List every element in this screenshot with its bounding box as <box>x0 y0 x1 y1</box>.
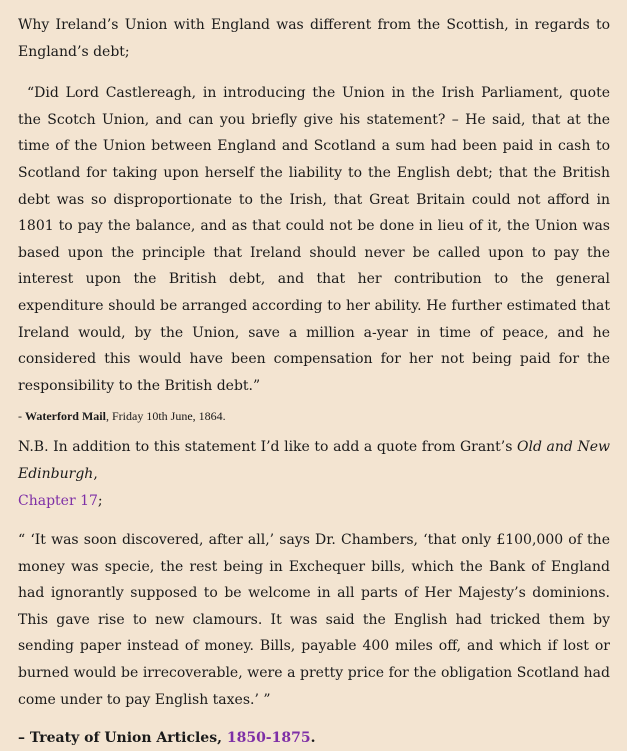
treaty-citation-label: – Treaty of Union Articles, <box>18 730 227 747</box>
nb-comma: , <box>93 465 98 482</box>
castlereagh-quote: “Did Lord Castlereagh, in introducing the Union in the Irish Parliament, quote the Scotch Union, and can you briefly give his statement? – He said, that at the time of the Union between England and Scotland a sum had been paid in cash to Scotland for taking upon herself the liability to the English debt; that the British debt was so disproportionate to the Irish, that Great Britain could not afford in 1801 to pay the balance, and as that could not be done in lieu of it, the Union was based upon the principle that Ireland should never be called upon to pay the interest upon the British debt, and that her contribution to the general expenditure should be arranged according to her ability. He further estimated that Ireland would, by the Union, save a million a-year in time of peace, and he considered this would have been compensation for her not being paid for the responsibility to the British debt.” <box>18 85 610 394</box>
chambers-quote: “ ‘It was soon discovered, after all,’ says Dr. Chambers, ‘that only £100,000 of the money was specie, the rest being in Exchequer bills, which the Bank of England had ignorantly supposed to be welcome in all parts of Her Majesty’s dominions. This gave rise to new clamours. It was said the English had tricked them by sending paper instead of money. Bills, payable 400 miles off, and which if lost or burned would be irrecoverable, were a pretty price for the obligation Scotland had come under to pay English taxes.’ ” <box>18 532 610 708</box>
citation-source: Waterford Mail <box>25 409 106 424</box>
treaty-citation <box>18 725 610 751</box>
chapter-17-link[interactable]: Chapter 17 <box>18 492 98 509</box>
nb-paragraph <box>18 434 610 514</box>
book-title: Old and New Edinburgh <box>18 439 610 482</box>
intro-paragraph: Why Ireland’s Union with England was different from the Scottish, in regards to England’s debt; <box>18 17 610 60</box>
waterford-mail-citation <box>18 407 610 425</box>
treaty-citation-end: . <box>310 730 316 747</box>
date-range-link[interactable]: 1850-1875 <box>226 730 311 747</box>
nb-end: ; <box>97 492 103 509</box>
nb-text: N.B. In addition to this statement I’d like to add a quote from Grant’s <box>18 439 518 456</box>
citation-date: , Friday 10th June, 1864. <box>105 409 226 424</box>
citation-prefix: - <box>18 409 25 424</box>
